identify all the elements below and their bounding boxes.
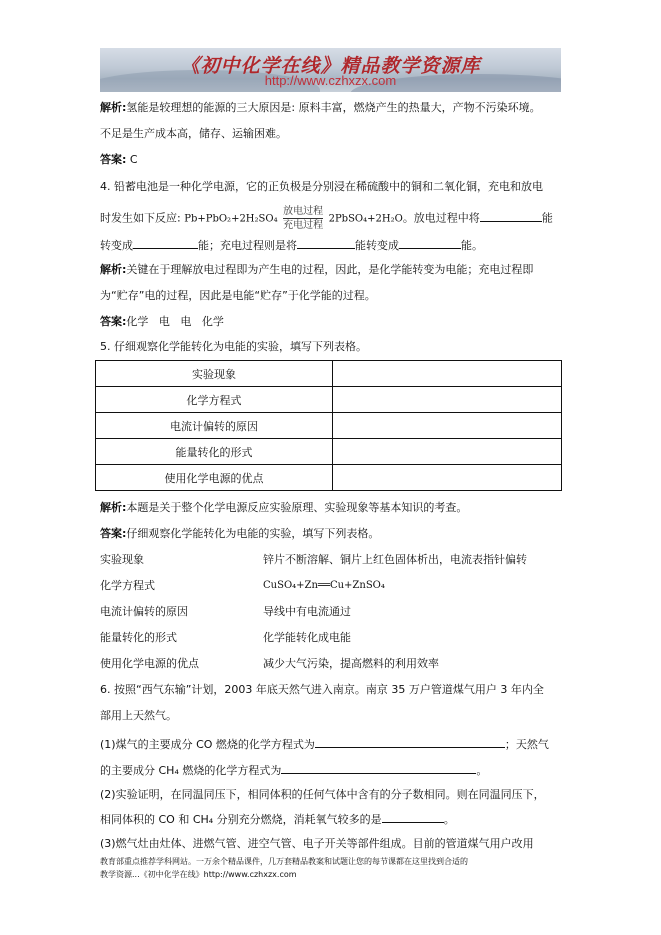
- q3-analysis-line2: 不足是生产成本高，储存、运输困难。: [100, 127, 287, 140]
- q4-stem-prefix: 时发生如下反应:: [100, 211, 181, 225]
- q6-p2-text-a: 相同体积的 CO 和 CH₄ 分别充分燃烧，消耗氧气较多的是: [100, 813, 382, 826]
- table-row-label: 使用化学电源的优点: [96, 465, 333, 491]
- table-empty-cell[interactable]: [333, 361, 562, 387]
- q6-part2-line1: (2)实验证明，在同温同压下，相同体积的任何气体中含有的分子数相同。则在同温同压下，: [100, 788, 545, 801]
- answer-text: 仔细观察化学能转化为电能的实验，填写下列表格。: [126, 527, 380, 540]
- q4-text-a: 转变成: [100, 239, 133, 252]
- fill-blank[interactable]: [297, 237, 355, 249]
- arrow-label-discharge: 放电过程: [283, 206, 324, 217]
- answer-label: 答案:: [100, 315, 127, 328]
- answer-key: 实验现象: [100, 553, 144, 566]
- q6-stem-line2: 部用上天然气。: [100, 709, 177, 722]
- q4-answer: [100, 315, 562, 329]
- q6-p1-text-b: ；天然气: [504, 738, 549, 751]
- answer-key: 化学方程式: [100, 579, 155, 592]
- fill-blank[interactable]: [399, 237, 461, 249]
- q4-stem-end: 能: [541, 211, 553, 225]
- fill-blank[interactable]: [133, 237, 198, 249]
- answer-text: 化学 电 电 化学: [126, 315, 224, 328]
- q6-part3-line1: (3)燃气灶由灶体、进燃气管、进空气管、电子开关等部件组成。目前的管道煤气用户改用: [100, 837, 534, 850]
- answer-key: 能量转化的形式: [100, 631, 177, 644]
- answer-row: [100, 579, 385, 593]
- answer-value: 减少大气污染，提高燃料的利用效率: [263, 657, 439, 670]
- analysis-label: 解析:: [100, 501, 127, 514]
- table-empty-cell[interactable]: [333, 439, 562, 465]
- footer-line1: 教育部重点推荐学科网站。一万余个精品课件，几万套精品教案和试题让您的每节课都在这里找到合适的: [100, 857, 468, 866]
- q6-stem-line1: 6. 按照“西气东输”计划，2003 年底天然气进入南京。南京 35 万户管道煤气用户 3 年内全: [100, 683, 544, 696]
- q6-part1-line2: [100, 762, 562, 778]
- q5-table: [95, 360, 562, 491]
- q6-part1-line1: [100, 736, 562, 752]
- q4-analysis-line1: [100, 263, 562, 277]
- answer-row: [100, 631, 351, 645]
- table-row-label: 实验现象: [96, 361, 333, 387]
- reaction-arrow: [283, 206, 323, 231]
- analysis-text: 氢能是较理想的能源的三大原因是: 原料丰富，燃烧产生的热量大，产物不污染环境。: [126, 101, 541, 114]
- table-row: [96, 413, 562, 439]
- answer-value: 化学能转化成电能: [263, 631, 351, 644]
- table-row-label: 能量转化的形式: [96, 439, 333, 465]
- q5-analysis: [100, 501, 562, 515]
- answer-label: 答案:: [100, 153, 127, 166]
- analysis-text: 关键在于理解放电过程即为产生电的过程，因此，是化学能转变为电能；充电过程即: [126, 263, 534, 276]
- q4-text-c: 能转变成: [355, 239, 399, 252]
- table-row: [96, 465, 562, 491]
- q4-stem-line1: 4. 铅蓄电池是一种化学电源，它的正负极是分别浸在稀硫酸中的铜和二氧化铜，充电和放电: [100, 180, 543, 193]
- table-row-label: 化学方程式: [96, 387, 333, 413]
- q4-text-b: 能；充电过程则是将: [198, 239, 297, 252]
- answer-key: 电流计偏转的原因: [100, 605, 188, 618]
- q4-analysis-line2: 为“贮存”电的过程，因此是电能“贮存”于化学能的过程。: [100, 289, 376, 302]
- table-empty-cell[interactable]: [333, 465, 562, 491]
- table-row-label: 电流计偏转的原因: [96, 413, 333, 439]
- table-row: [96, 361, 562, 387]
- answer-row: [100, 657, 439, 671]
- arrow-line: [283, 218, 323, 219]
- q6-p1-text-c: 的主要成分 CH₄ 燃烧的化学方程式为: [100, 764, 282, 777]
- fill-blank[interactable]: [315, 736, 505, 748]
- table-row: [96, 387, 562, 413]
- analysis-label: 解析:: [100, 263, 127, 276]
- q6-part2-line2: [100, 811, 562, 827]
- answer-value: 锌片不断溶解、铜片上红色固体析出，电流表指针偏转: [263, 553, 527, 566]
- q4-stem-line3: [100, 237, 562, 253]
- answer-value: 导线中有电流通过: [263, 605, 351, 618]
- analysis-text: 本题是关于整个化学电源反应实验原理、实验现象等基本知识的考查。: [126, 501, 468, 514]
- answer-value: CuSO₄+Zn══Cu+ZnSO₄: [263, 580, 385, 591]
- answer-text: C: [129, 153, 138, 166]
- fill-blank[interactable]: [382, 811, 444, 823]
- q6-p1-text-a: (1)煤气的主要成分 CO 燃烧的化学方程式为: [100, 738, 315, 751]
- answer-row: [100, 605, 351, 619]
- fill-blank[interactable]: [281, 762, 476, 774]
- q4-stem-line2: [100, 206, 562, 231]
- q3-analysis-line1: [100, 101, 562, 115]
- answer-key: 使用化学电源的优点: [100, 657, 199, 670]
- table-row: [96, 439, 562, 465]
- reaction-products: 2PbSO₄+2H₂O: [328, 213, 403, 225]
- analysis-label: 解析:: [100, 101, 127, 114]
- q4-text-d: 能。: [461, 239, 483, 252]
- banner-url[interactable]: http://www.czhxzx.com: [264, 73, 397, 88]
- header-banner: [100, 48, 561, 92]
- fill-blank[interactable]: [480, 210, 542, 222]
- table-empty-cell[interactable]: [333, 387, 562, 413]
- q4-stem-suffix: 。放电过程中将: [402, 211, 480, 225]
- footer-line2[interactable]: 教学资源...《初中化学在线》http://www.czhxzx.com: [100, 870, 297, 879]
- table-empty-cell[interactable]: [333, 413, 562, 439]
- banner-title: 《初中化学在线》精品教学资源库: [180, 55, 481, 77]
- arrow-label-charge: 充电过程: [283, 220, 324, 231]
- answer-label: 答案:: [100, 527, 127, 540]
- q5-answer: [100, 527, 562, 541]
- reaction-reactants: Pb+PbO₂+2H₂SO₄: [184, 213, 278, 225]
- q6-p2-text-b: 。: [443, 813, 455, 826]
- answer-row: [100, 553, 527, 567]
- q3-answer: [100, 153, 562, 167]
- q5-stem: 5. 仔细观察化学能转化为电能的实验，填写下列表格。: [100, 340, 367, 353]
- q6-p1-text-d: 。: [476, 764, 488, 777]
